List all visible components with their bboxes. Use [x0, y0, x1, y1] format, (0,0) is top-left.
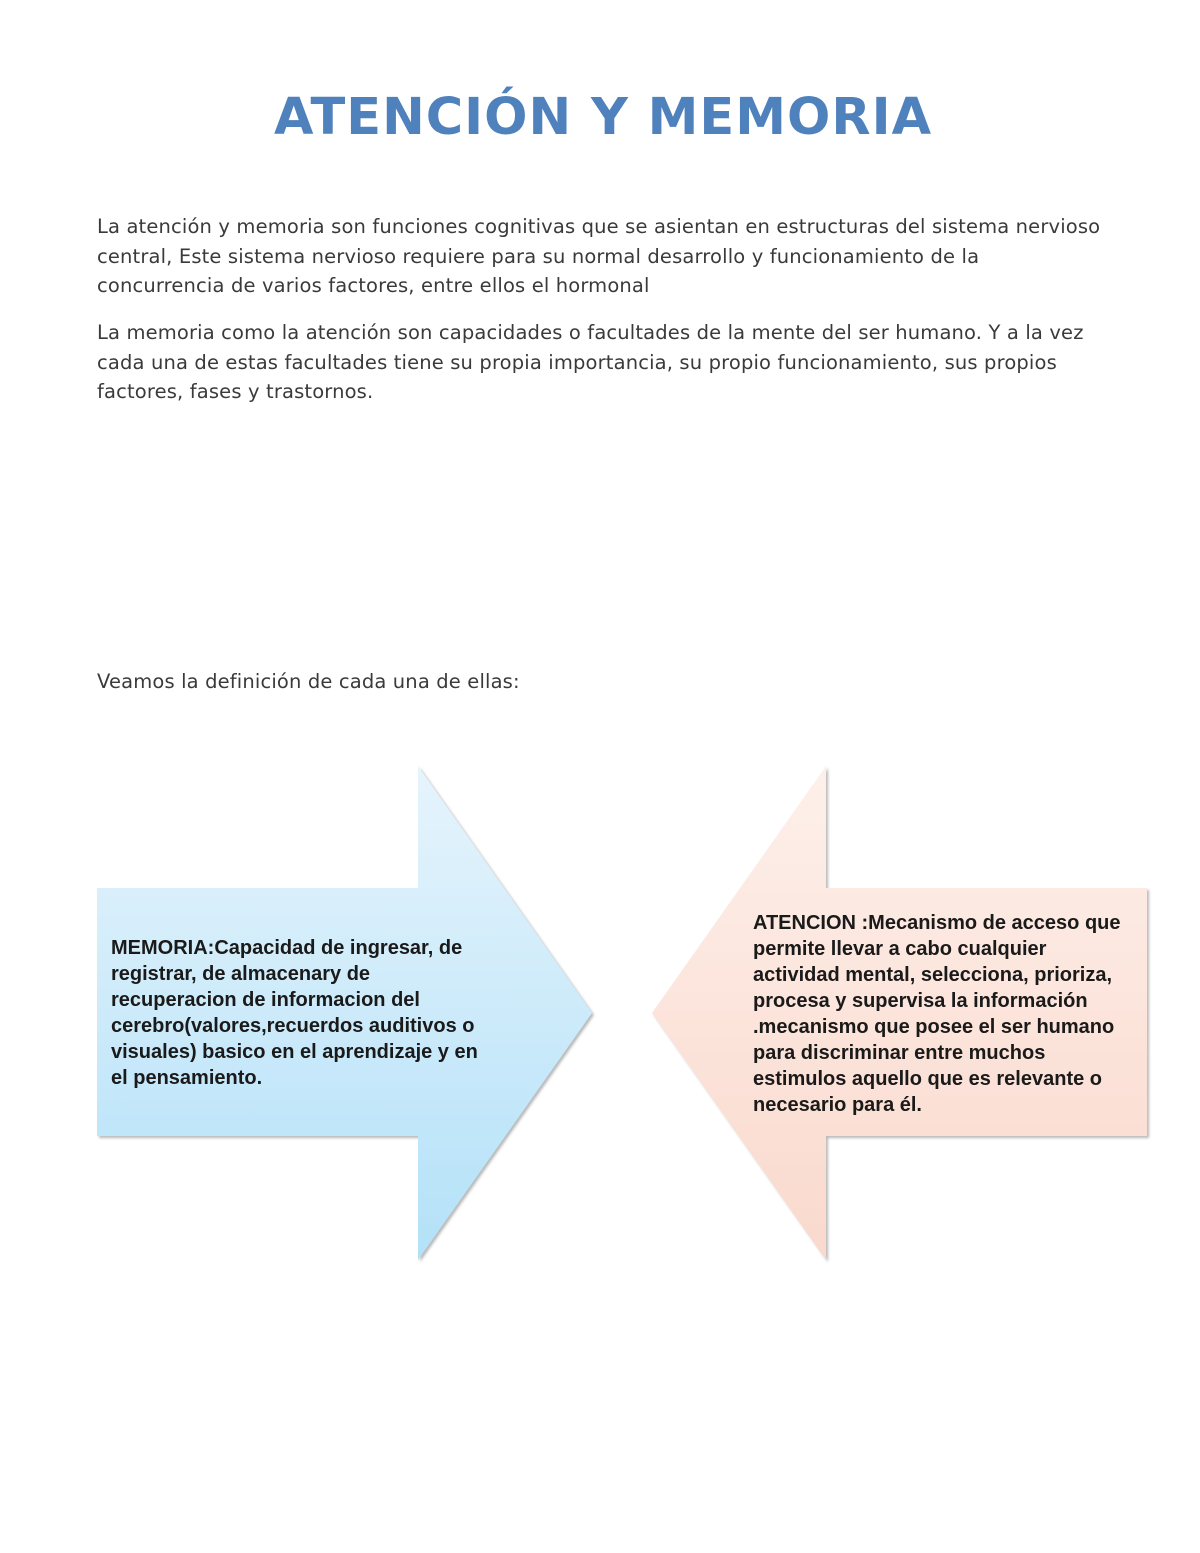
definitions-lead-in: Veamos la definición de cada una de ellas:	[97, 670, 520, 693]
atencion-definition: ATENCION :Mecanismo de acceso que permite llevar a cabo cualquier actividad mental, selecciona, prioriza, procesa y supervisa la información .mecanismo que posee el ser humano para discriminar entre muchos estimulos aquello que es relevante o necesario para él.	[753, 912, 1121, 1116]
document-title: ATENCIÓN Y MEMORIA	[273, 88, 933, 147]
memoria-definition: MEMORIA:Capacidad de ingresar, de registrar, de almacenary de recuperacion de informacion del cerebro(valores,recuerdos auditivos o visuales) basico en el aprendizaje y en el pensamiento.	[111, 937, 478, 1089]
intro-paragraph: La atención y memoria son funciones cognitivas que se asientan en estructuras del sistema nervioso central, Este sistema nervioso requiere para su normal desarrollo y funcionamiento de la concurrencia de varios factores, entre ellos el hormonal	[97, 215, 1101, 297]
capacities-paragraph: La memoria como la atención son capacidades o facultades de la mente del ser humano. Y a la vez cada una de estas facultades tiene su propia importancia, su propio funcionamiento, sus propios factores, fases y trastornos.	[97, 321, 1084, 403]
